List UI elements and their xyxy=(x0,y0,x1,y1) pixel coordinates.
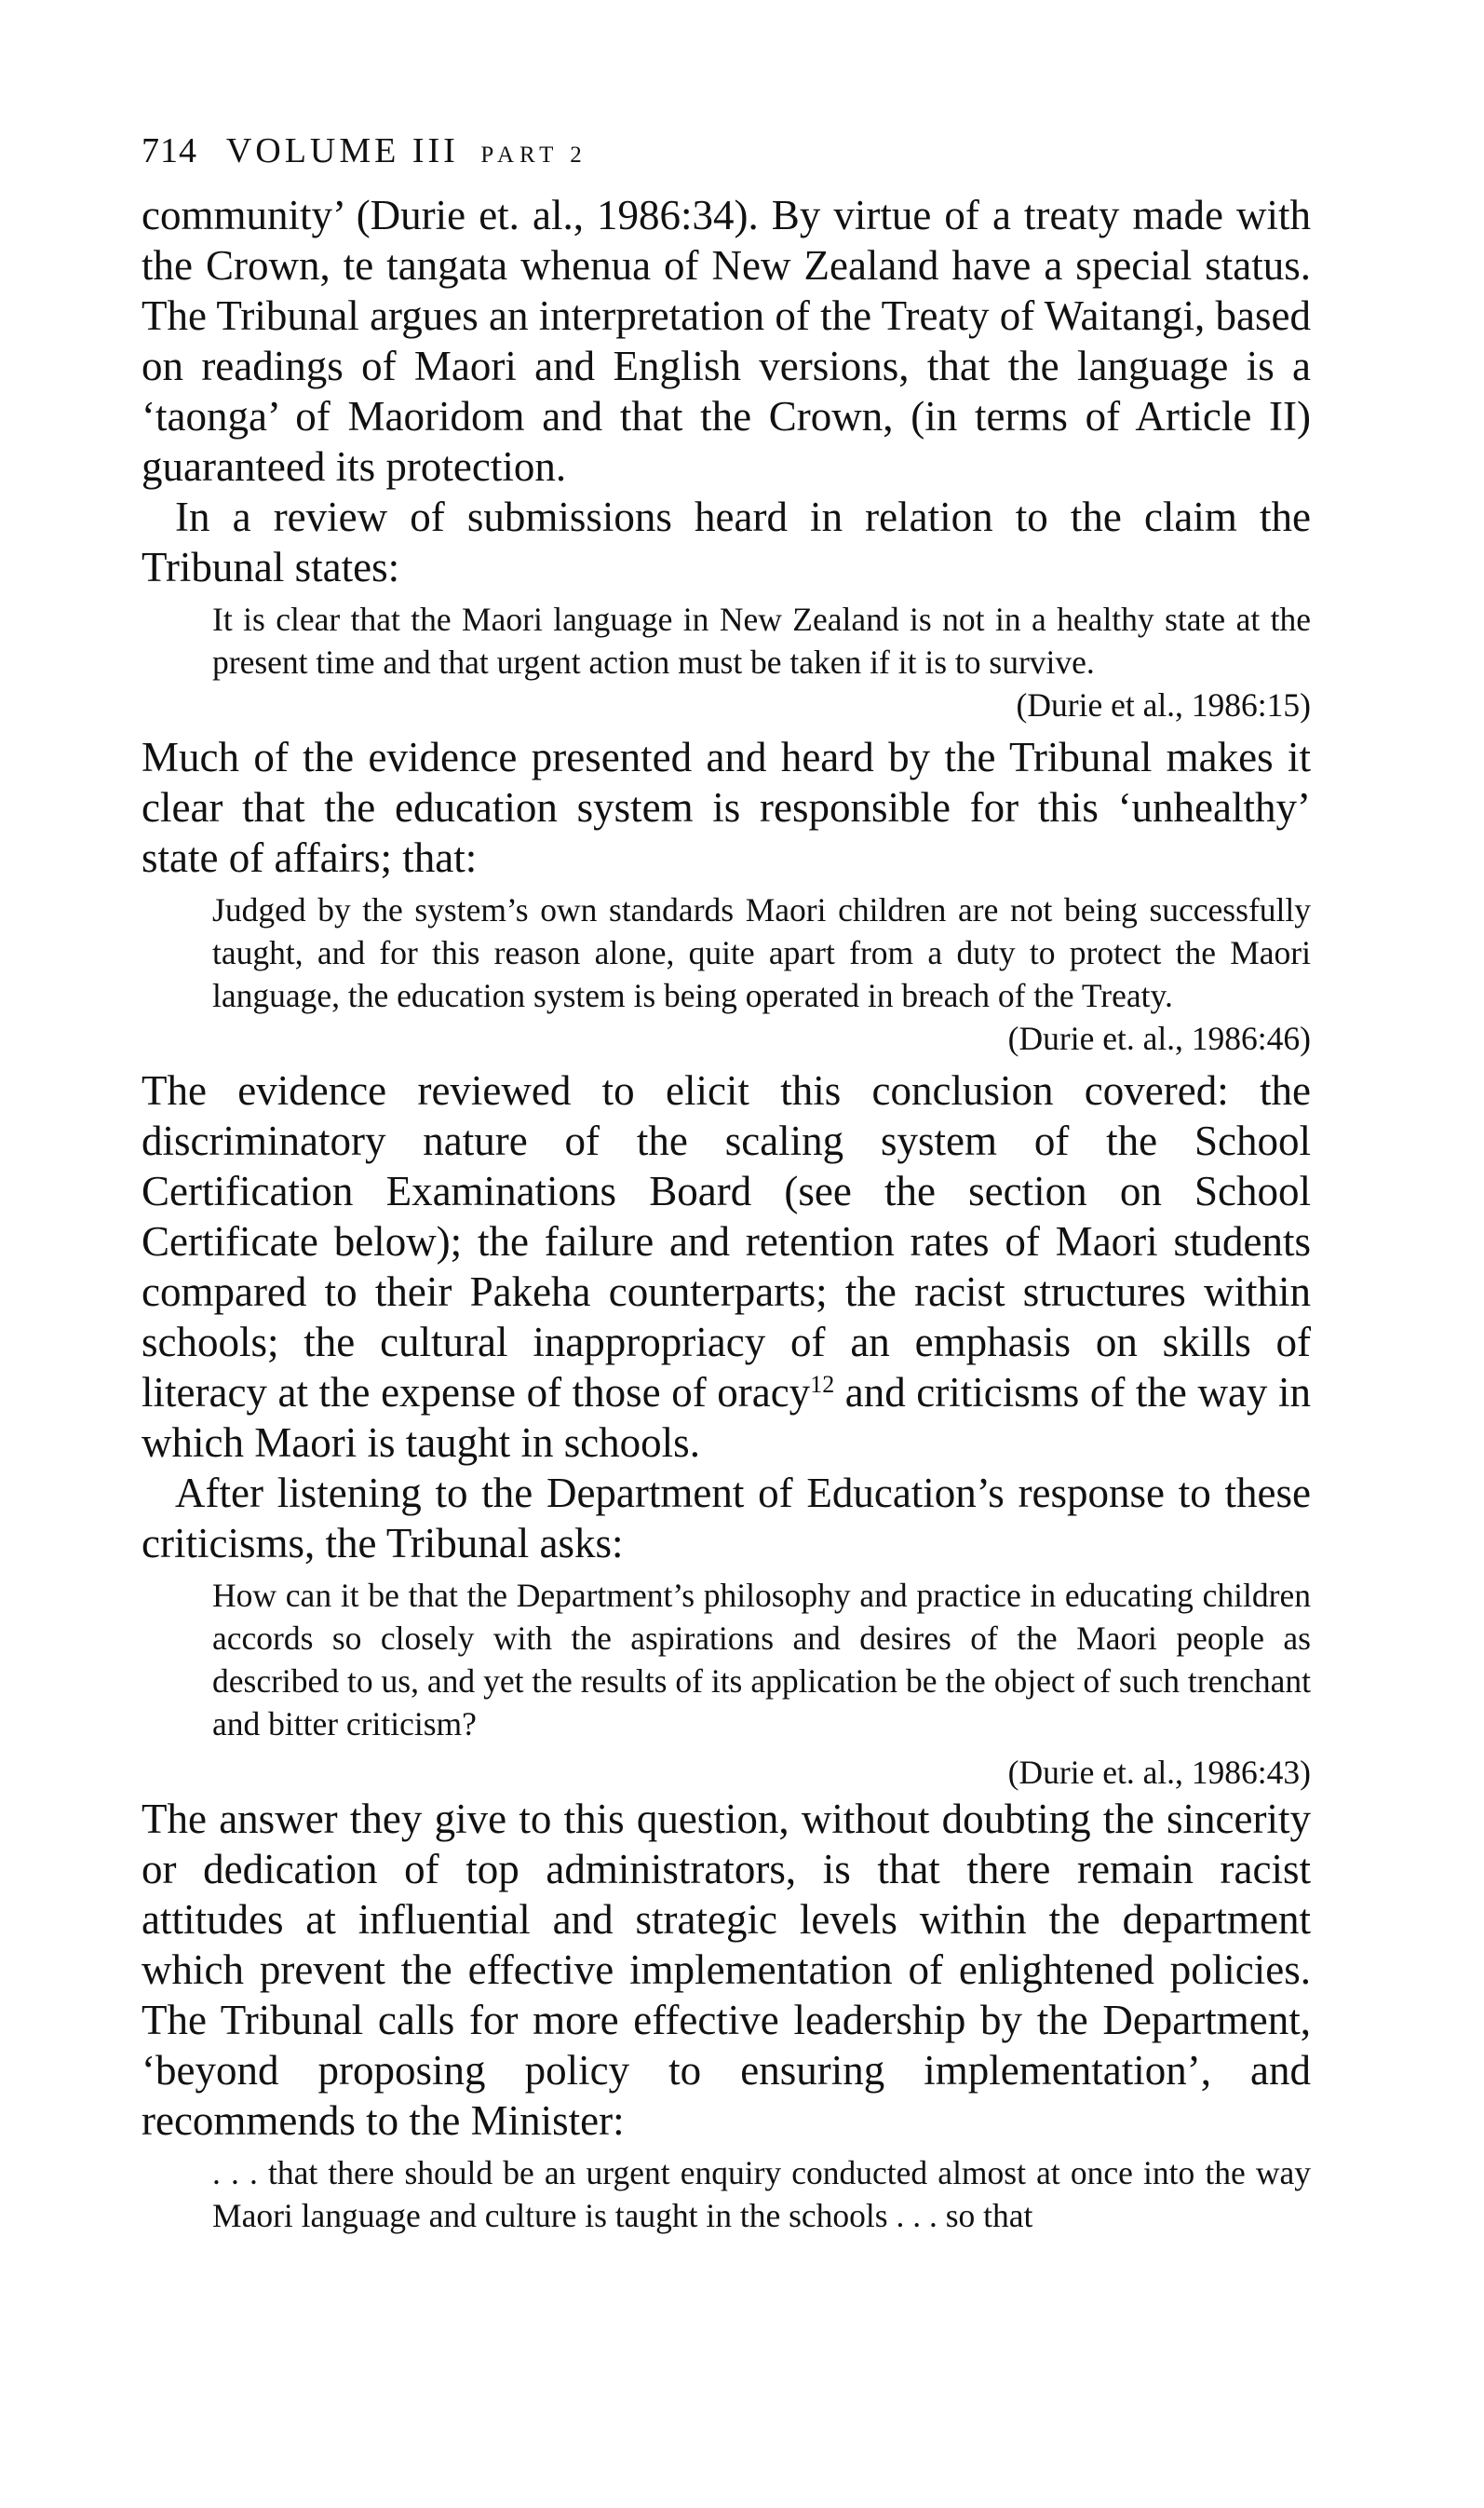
paragraph-4-text-end: and criticisms of the way in which Maori is taught in schools. xyxy=(142,1369,1311,1466)
block-quote-3 xyxy=(212,1574,1311,1745)
running-header xyxy=(142,130,1311,177)
page-number: 714 xyxy=(142,131,197,170)
quote-text: Judged by the system’s own standards Maori children are not being successfully taught, and for this reason alone, quite apart from a duty to protect the Maori language, the education system is being operated in breach of the Treaty. xyxy=(212,891,1311,1014)
footnote-marker: 12 xyxy=(810,1371,835,1398)
paragraph-4 xyxy=(142,1065,1311,1468)
paragraph-4-text: The evidence reviewed to elicit this conclusion covered: the discriminatory nature of the scaling system of the School Certification Examinations Board (see the section on School Certificate below); the failure and retention rates of Maori students compared to their Pakeha counterparts; the racist structures within schools; the cultural inappropriacy of an emphasis on skills of literacy at the expense of those of oracy xyxy=(142,1067,1311,1416)
paragraph-1: community’ (Durie et. al., 1986:34). By virtue of a treaty made with the Crown, te tangata whenua of New Zealand have a special status. The Tribunal argues an interpretation of the Treaty of Waitangi, based on readings of Maori and English versions, that the language is a ‘taonga’ of Maoridom and that the Crown, (in terms of Article II) guaranteed its protection. xyxy=(142,192,1311,490)
part-label: PART 2 xyxy=(480,142,587,168)
paragraph-5: After listening to the Department of Education’s response to these criticisms, the Tribunal asks: xyxy=(142,1470,1311,1566)
quote-citation: (Durie et. al., 1986:43) xyxy=(1007,1754,1311,1791)
paragraph-3: Much of the evidence presented and heard by the Tribunal makes it clear that the education system is responsible for this ‘unhealthy’ state of affairs; that: xyxy=(142,734,1311,881)
volume-label: VOLUME III xyxy=(225,131,459,170)
paragraph-2: In a review of submissions heard in relation to the claim the Tribunal states: xyxy=(142,494,1311,590)
block-quote-1 xyxy=(212,598,1311,726)
quote-text: . . . that there should be an urgent enquiry conducted almost at once into the way Maori language and culture is taught in the schools . . . so that xyxy=(212,2154,1311,2234)
quote-text: How can it be that the Department’s philosophy and practice in educating children accords so closely with the aspirations and desires of the Maori people as described to us, and yet the results of its application be the object of such trenchant and bitter criticism? xyxy=(212,1577,1311,1742)
block-quote-2 xyxy=(212,888,1311,1060)
document-page xyxy=(142,130,1311,2243)
quote-citation: (Durie et al., 1986:15) xyxy=(1016,686,1311,724)
paragraph-6: The answer they give to this question, without doubting the sincerity or dedication of top administrators, is that there remain racist attitudes at influential and strategic levels within the department which prevent the effective implementation of enlightened policies. The Tribunal calls for more effective leadership by the Department, ‘beyond proposing policy to ensuring implementation’, and recommends to the Minister: xyxy=(142,1796,1311,2144)
block-quote-4 xyxy=(212,2151,1311,2237)
quote-citation: (Durie et. al., 1986:46) xyxy=(1007,1020,1311,1057)
quote-text: It is clear that the Maori language in New Zealand is not in a healthy state at the present time and that urgent action must be taken if it is to survive. xyxy=(212,601,1311,681)
